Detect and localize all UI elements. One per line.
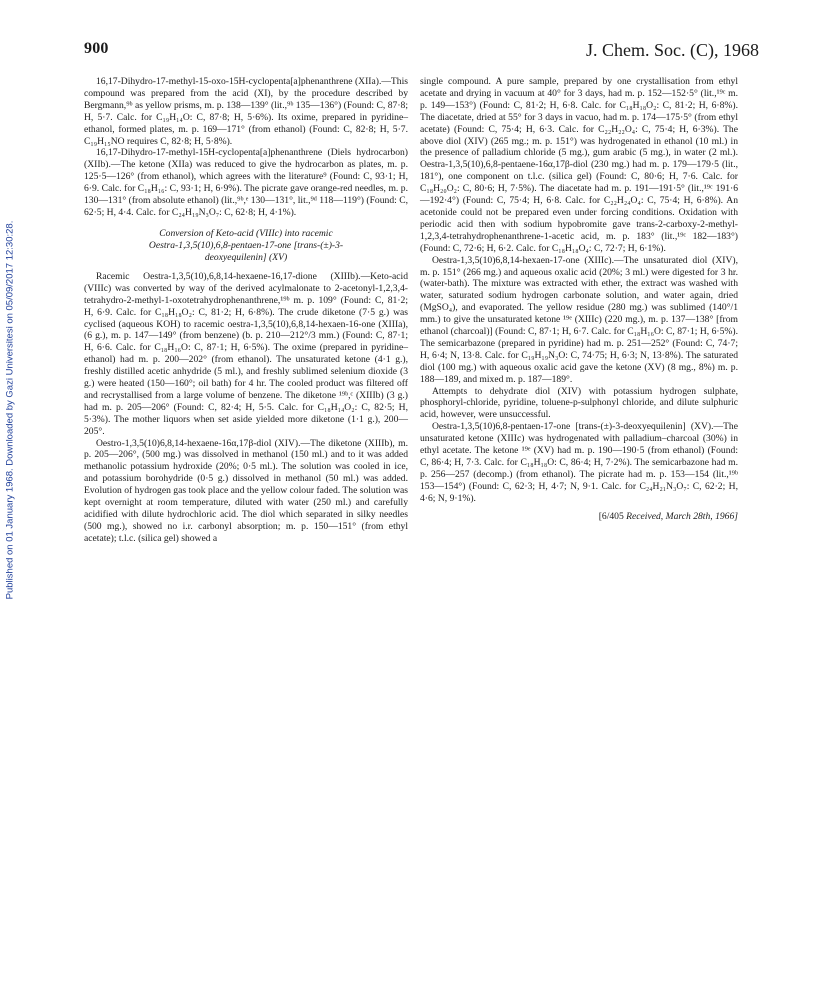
received-note	[420, 511, 738, 523]
received-label: Received,	[626, 510, 664, 522]
section-heading	[84, 228, 408, 264]
section-heading-line-1: Conversion of Keto-acid (VIIIc) into racemic	[159, 227, 333, 239]
paragraph-dihydro-oxo-compound: 16,17-Dihydro-17-methyl-15-oxo-15H-cyclopenta[a]phenanthrene (XIIa).—This compound was prepared from the acid (XI), by the procedure described by Bergmann,⁹ᵇ as yellow prisms, m. p. 138—139° (lit.,⁹ᵇ 135—136°) (Found: C, 87·8; H, 5·7. Calc. for C₁₉H₁₄O: C, 87·8; H, 5·6%). Its oxime, prepared in pyridine–ethanol, formed plates, m. p. 169—171° (from ethanol) (Found: C, 82·8; H, 5·7. C₁₉H₁₅NO requires C, 82·8; H, 5·8%).	[84, 76, 408, 147]
paragraph-racemic-dione: Racemic Oestra-1,3,5(10),6,8,14-hexaene-16,17-dione (XIIIb).—Keto-acid (VIIIc) was converted by way of the derived acylmalonate to 2-acetonyl-1,2,3,4-tetrahydro-2-methyl-1-oxotetrahydrophenanthrene,¹⁹ᵇ m. p. 109° (Found: C, 81·2; H, 6·9. Calc. for C₁₈H₁₈O₂: C, 81·2; H, 6·8%). The crude diketone (7·5 g.) was cyclised (aqueous KOH) to racemic oestra-1,3,5(10),6,8,14-hexaen-16-one (XIIIa), (6 g.), m. p. 147—149° (from benzene) (b. p. 210—212°/3 mm.) (Found: C, 87·1; H, 6·6. Calc. for C₁₈H₁₆O: C, 87·1; H, 6·5%). The oxime (prepared in pyridine–ethanol) had m. p. 200—202° (from ethanol). The unsaturated ketone (4·1 g.), freshly distilled acetic anhydride (5 ml.), and freshly sublimed selenium dioxide (3 g.) were heated (150—160°; oil bath) for 4 hr. The cooled product was filtered off and recrystallised from a large volume of benzene. The diketone ¹⁹ᵇ,ᶜ (XIIIb) (3 g.) had m. p. 205—206° (Found: C, 82·4; H, 5·5. Calc. for C₁₈H₁₄O₂: C, 82·5; H, 5·3%). The mother liquors when set aside yielded more diketone (1·1 g.), 200—205°.	[84, 270, 408, 437]
paragraph-deoxyequilenin: Oestra-1,3,5(10)6,8-pentaen-17-one [trans-(±)-3-deoxyequilenin] (XV).—The unsaturated ketone (XIIIc) was hydrogenated with palladium–charcoal (30%) in ethyl acetate. The ketone ¹⁹ᵉ (XV) had m. p. 190—190·5 (from ethanol) (Found: C, 86·4; H, 7·3. Calc. for C₁₈H₁₈O: C, 86·4; H, 7·2%). The semicarbazone had m. p. 256—257 (decomp.) (from ethanol). The picrate had m. p. 153—154 (lit.,¹⁹ᵇ 153—154°) (Found: C, 62·3; H, 4·7; N, 9·1. Calc. for C₂₄H₂₁N₃O₇: C, 62·2; H, 4·6; N, 9·1%).	[420, 421, 738, 504]
received-date: March 28th, 1966]	[665, 510, 738, 522]
paragraph-diol-continued: single compound. A pure sample, prepared by one crystallisation from ethyl acetate and drying in vacuum at 40° for 3 days, had m. p. 152—152·5° (lit.,¹⁹ᶜ m. p. 149—153°) (Found: C, 81·2; H, 6·8. Calc. for C₁₈H₁₈O₂: C, 81·2; H, 6·8%). The diacetate, dried at 55° for 3 days in vacuo, had m. p. 174—175·5° (from ethyl acetate) (Found: C, 75·4; H, 6·3. Calc. for C₂₂H₂₂O₄: C, 75·4; H, 6·3%). The above diol (XIV) (265 mg.; m. p. 151°) was hydrogenated in ethanol (10 ml.) in the presence of palladium chloride (5 mg.), gum arabic (5 mg.), in water (2 ml.). Oestra-1,3,5(10),6,8-pentaene-16α,17β-diol (230 mg.) had m. p. 179—179·5 (lit., 181°), one component on t.l.c. (silica gel) (Found: C, 80·6; H, 7·6. Calc. for C₁₈H₂₀O₂: C, 80·6; H, 7·5%). The diacetate had m. p. 191—191·5° (lit.,¹⁹ᶜ 191·6—192·4°) (Found: C, 75·4; H, 6·8. Calc. for C₂₂H₂₄O₄: C, 75·4; H, 6·8%). An acetonide could not be prepared even under forcing conditions. Oxidation with periodic acid then with sodium hypobromite gave trans-2-carboxy-2-methyl-1,2,3,4-tetrahydrophenanthrene-1-acetic acid, m. p. 183° (lit.,¹⁹ᶜ 182—183°) (Found: C, 72·6; H, 6·2. Calc. for C₁₈H₁₈O₄: C, 72·7; H, 6·1%).	[420, 76, 738, 254]
download-watermark-text: Published on 01 January 1968. Downloaded by Gazi Universitesi on 05/09/2017 12:30:28.	[4, 220, 16, 600]
page-number: 900	[84, 40, 109, 57]
paragraph-hexaen-one: Oestra-1,3,5(10)6,8,14-hexaen-17-one (XIIIc).—The unsaturated diol (XIV), m. p. 151° (266 mg.) and aqueous oxalic acid (20%; 3 ml.) were digested for 3 hr. (water-bath). The mixture was extracted with ether, the extract was washed with water, saturated sodium hydrogen carbonate solution, and water again, dried (MgSO₄), and evaporated. The yellow residue (280 mg.) was sublimed (140°/1 mm.) to give the unsaturated ketone ¹⁹ᵉ (XIIIc) (220 mg.), m. p. 137—138° [from ethanol (charcoal)] (Found: C, 87·1; H, 6·7. Calc. for C₁₈H₁₆O: C, 87·1; H, 6·5%). The semicarbazone (prepared in pyridine) had m. p. 251—252° (Found: C, 74·7; H, 6·4; N, 13·8. Calc. for C₁₉H₁₉N₃O: C, 74·75; H, 6·3; N, 13·8%). The saturated diol (100 mg.) with aqueous oxalic acid gave the ketone (XV) (8 mg., 8%) m. p. 188—189, and mixed m. p. 187—189°.	[420, 254, 738, 385]
received-reference: [6/405	[598, 510, 624, 522]
left-column	[84, 76, 408, 545]
journal-title: J. Chem. Soc. (C), 1968	[586, 40, 759, 60]
section-heading-line-3: deoxyequilenin] (XV)	[204, 251, 288, 263]
paragraph-diels-hydrocarbon: 16,17-Dihydro-17-methyl-15H-cyclopenta[a]phenanthrene (Diels hydrocarbon) (XIIb).—The ketone (XIIa) was reduced to give the hydrocarbon as plates, m. p. 125·5—126° (from ethanol), which agrees with the literature⁹ (Found: C, 93·1; H, 6·9. Calc. for C₁₈H₁₆: C, 93·1; H, 6·9%). The picrate gave orange-red needles, m. p. 130—131° (from absolute ethanol) (lit.,⁹ᵇ,ᵉ 130—131°, lit.,⁹ᵈ 118—119°) (Found: C, 62·5; H, 4·4. Calc. for C₂₄H₁₉N₃O₇: C, 62·8; H, 4·1%).	[84, 147, 408, 218]
paragraph-hexaene-diol: Oestro-1,3,5(10)6,8,14-hexaene-16α,17β-diol (XIV).—The diketone (XIIIb), m. p. 205—206°, (500 mg.) was dissolved in methanol (150 ml.) and to it was added methanolic potassium hydroxide (20%; 0·5 ml.). The solution was cooled in ice, and potassium borohydride (0·5 g.) dissolved in methanol (50 ml.) was added. Evolution of hydrogen gas took place and the yellow colour faded. The solution was kept overnight at room temperature, diluted with water (250 ml.) and carefully acidified with dilute hydrochloric acid. The diol which separated in silky needles (500 mg.), showed no i.r. carbonyl absorption; m. p. 150—151° (from ethyl acetate); t.l.c. (silica gel) showed a	[84, 437, 408, 544]
download-watermark	[2, 110, 18, 710]
paragraph-dehydration-attempts: Attempts to dehydrate diol (XIV) with potassium hydrogen sulphate, phosphoryl-chloride, pyridine, toluene-p-sulphonyl chloride, and dilute sulphuric acid, however, were unsuccessful.	[420, 385, 738, 421]
right-column	[420, 76, 738, 523]
section-heading-line-2: Oestra-1,3,5(10),6,8-pentaen-17-one [trans-(±)-3-	[148, 239, 344, 251]
